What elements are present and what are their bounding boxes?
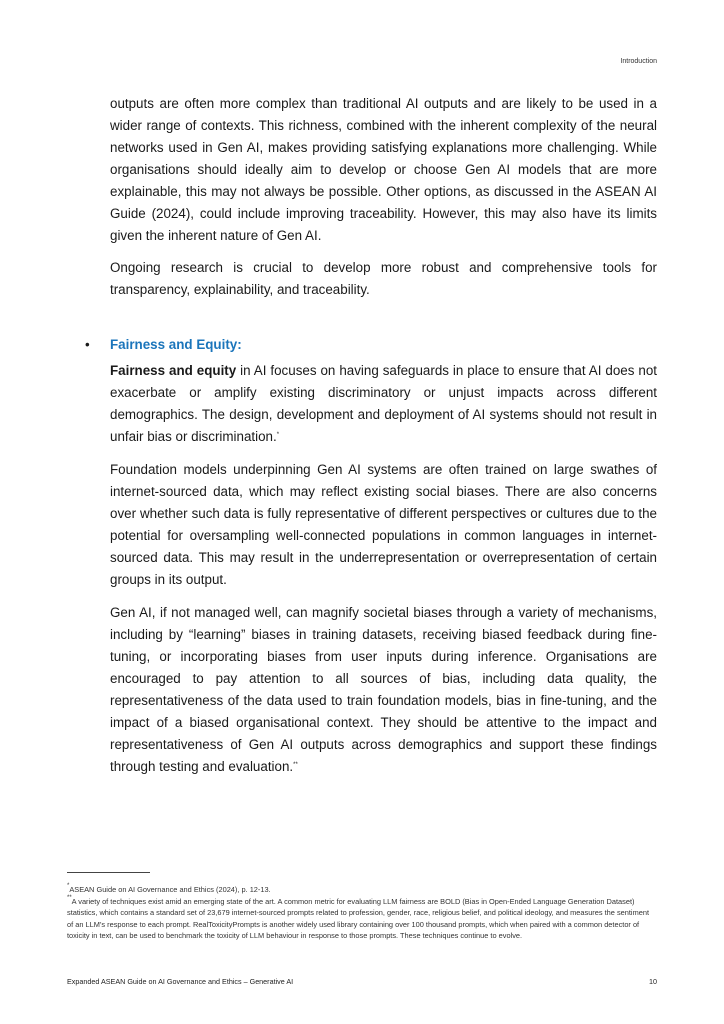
footnote-marker: **: [67, 894, 72, 901]
defined-term: Fairness and equity: [110, 363, 237, 378]
footnote-1: [67, 884, 657, 896]
running-header: Introduction: [620, 58, 657, 65]
paragraph-text: [110, 602, 657, 778]
footnote-2: [67, 896, 657, 942]
footnote-marker: *: [276, 432, 280, 438]
footnote-marker: *: [67, 883, 70, 889]
footnote-divider: [67, 872, 150, 873]
footnote-text: A variety of techniques exist amid an emerging state of the art. A common metric for evaluating LLM fairness are BOLD (Bias in Open-Ended Language Generation Dataset) statistics, which contains a standard set of 23,679 internet-sourced prompts related to profession, gender, race, religious belief, and political ideology, and measures the sentiment of an LLM’s response to each prompt. RealToxicityPrompts is another widely used library containing over 100 thousand prompts, which when paired with a common detector of toxicity in text, can be used to benchmark the toxicity of LLM behaviour in response to those prompts. These techniques continue to evolve.: [67, 896, 649, 940]
bullet-icon: •: [85, 337, 90, 352]
body-paragraph-explainability: [110, 93, 657, 247]
fairness-definition-paragraph: [110, 360, 657, 448]
footer-document-title: Expanded ASEAN Guide on AI Governance and Ethics – Generative AI: [67, 977, 294, 986]
paragraph-body: Gen AI, if not managed well, can magnify societal biases through a variety of mechanisms, including by “learning” biases in training datasets, receiving biased feedback during fine-tuning, or incorporating biases from user inputs during inference. Organisations are encouraged to pay attention to all sources of bias, including data quality, the representativeness of the data used to train foundation models, bias in fine-tuning, and the impact of a biased organisational context. They should be attentive to the impact and representativeness of Gen AI outputs across demographics and support these findings through testing and evaluation.: [110, 605, 657, 774]
paragraph-text: [110, 360, 657, 448]
footnotes: [67, 884, 657, 942]
footnote-text: ASEAN Guide on AI Governance and Ethics (2024), p. 12-13.: [69, 885, 271, 894]
body-paragraph-research: [110, 257, 657, 301]
paragraph-text: Foundation models underpinning Gen AI systems are often trained on large swathes of internet-sourced data, which may reflect existing social biases. There are also concerns over whether such data is fully representative of different perspectives or cultures due to the potential for oversampling well-connected populations in common languages in internet-sourced data. This may result in the underrepresentation or overrepresentation of certain groups in its output.: [110, 462, 657, 587]
paragraph-text: outputs are often more complex than traditional AI outputs and are likely to be used in a wider range of contexts. This richness, combined with the inherent complexity of the neural networks used in Gen AI, makes providing satisfying explanations more challenging. While organisations should ideally aim to develop or choose Gen AI models that are more explainable, this may not always be possible. Other options, as discussed in the ASEAN AI Guide (2024), could include improving traceability. However, this may also have its limits given the inherent nature of Gen AI.: [110, 96, 657, 243]
page-number: 10: [649, 977, 657, 986]
section-heading-fairness: Fairness and Equity:: [110, 337, 242, 352]
paragraph-text: Ongoing research is crucial to develop more robust and comprehensive tools for transparency, explainability, and traceability.: [110, 260, 657, 297]
definition-text: in AI focuses on having safeguards in place to ensure that AI does not exacerbate or amplify existing discriminatory or unjust impacts across different demographics. The design, development and deployment of AI systems should not result in unfair bias or discrimination.: [110, 363, 657, 444]
footnote-marker: **: [293, 762, 298, 768]
body-paragraph-bias-mechanisms: [110, 602, 657, 778]
body-paragraph-foundation-models: [110, 459, 657, 591]
